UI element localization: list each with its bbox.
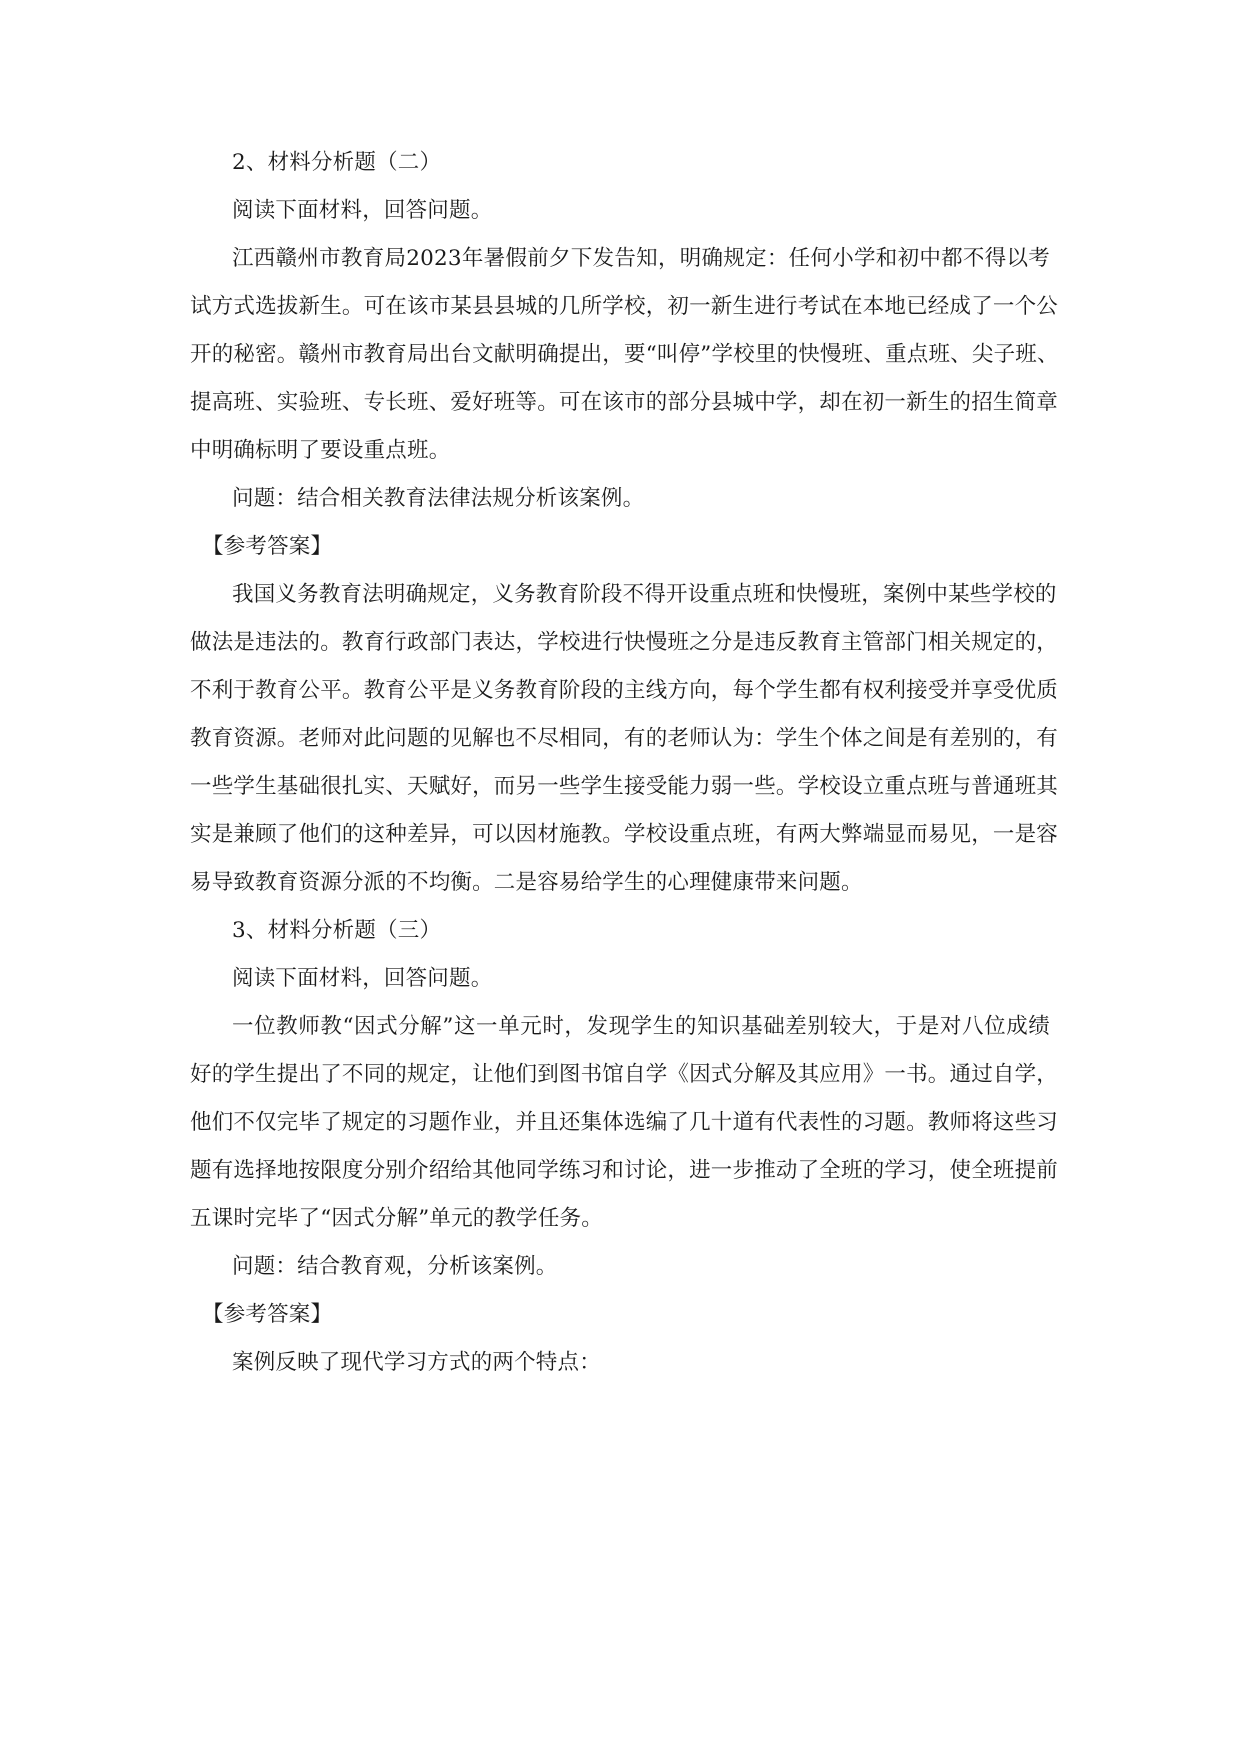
section-2-question: 问题：结合相关教育法律法规分析该案例。	[232, 486, 645, 511]
section-2-answer-line: 做法是违法的。教育行政部门表达，学校进行快慢班之分是违反教育主管部门相关规定的，	[190, 630, 1059, 655]
section-3-material-line: 好的学生提出了不同的规定，让他们到图书馆自学《因式分解及其应用》一书。通过自学，	[190, 1062, 1059, 1087]
section-2-material-line: 中明确标明了要设重点班。	[190, 438, 451, 463]
section-3-material-line: 题有选择地按限度分别介绍给其他同学练习和讨论，进一步推动了全班的学习，使全班提前	[190, 1158, 1059, 1183]
section-3-material-line: 五课时完毕了“因式分解”单元的教学任务。	[190, 1206, 603, 1231]
section-2-answer-line: 实是兼顾了他们的这种差异，可以因材施教。学校设重点班，有两大弊端显而易见，一是容	[190, 822, 1059, 847]
section-3-prompt: 阅读下面材料，回答问题。	[232, 966, 493, 991]
section-2-title: 2、材料分析题（二）	[232, 150, 442, 175]
section-3-material-line: 一位教师教“因式分解”这一单元时，发现学生的知识基础差别较大，于是对八位成绩	[232, 1014, 1050, 1039]
section-2-answer-line: 不利于教育公平。教育公平是义务教育阶段的主线方向，每个学生都有权利接受并享受优质	[190, 678, 1059, 703]
section-3-answer-intro: 案例反映了现代学习方式的两个特点：	[232, 1350, 601, 1375]
section-2-answer-line: 一些学生基础很扎实、天赋好，而另一些学生接受能力弱一些。学校设立重点班与普通班其	[190, 774, 1059, 799]
section-2-material-line: 提高班、实验班、专长班、爱好班等。可在该市的部分县城中学，却在初一新生的招生简章	[190, 390, 1059, 415]
section-2-answer-line: 易导致教育资源分派的不均衡。二是容易给学生的心理健康带来问题。	[190, 870, 863, 895]
section-2-material-line: 开的秘密。赣州市教育局出台文献明确提出，要“叫停”学校里的快慢班、重点班、尖子班、	[190, 342, 1059, 367]
section-2-answer-line: 我国义务教育法明确规定，义务教育阶段不得开设重点班和快慢班，案例中某些学校的	[232, 582, 1057, 607]
section-3-title: 3、材料分析题（三）	[232, 918, 442, 943]
section-3-question: 问题：结合教育观，分析该案例。	[232, 1254, 558, 1279]
section-3-material-line: 他们不仅完毕了规定的习题作业，并且还集体选编了几十道有代表性的习题。教师将这些习	[190, 1110, 1059, 1135]
section-2-material-line: 试方式选拔新生。可在该市某县县城的几所学校，初一新生进行考试在本地已经成了一个公	[190, 294, 1059, 319]
section-2-material-line: 江西赣州市教育局2023年暑假前夕下发告知，明确规定：任何小学和初中都不得以考	[232, 246, 1050, 271]
section-3-answer-label: 【参考答案】	[202, 1302, 333, 1327]
section-2-prompt: 阅读下面材料，回答问题。	[232, 198, 493, 223]
section-2-answer-line: 教育资源。老师对此问题的见解也不尽相同，有的老师认为：学生个体之间是有差别的，有	[190, 726, 1059, 751]
section-2-answer-label: 【参考答案】	[202, 534, 333, 559]
